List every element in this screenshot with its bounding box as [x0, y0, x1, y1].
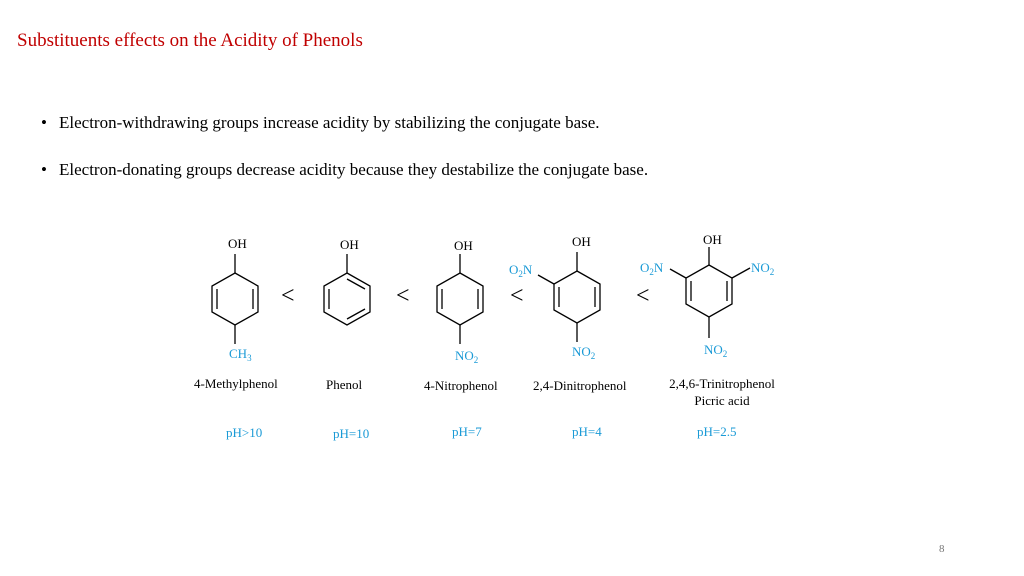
o2n-group-label: $O_2N$ — [509, 262, 533, 279]
compound-name-common: Picric acid — [694, 393, 750, 408]
compound-name: Phenol — [326, 377, 363, 392]
no2-group-label: $NO_2$ — [751, 260, 775, 277]
less-than-sign: < — [396, 283, 410, 309]
o2n-group-label: $O_2N$ — [640, 260, 664, 277]
page-number: 8 — [939, 543, 945, 555]
ph-value: pH=4 — [572, 424, 602, 439]
bullet-text: Electron-withdrawing groups increase acidity by stabilizing the conjugate base. — [59, 113, 600, 132]
oh-label: OH — [340, 237, 359, 252]
oh-label: OH — [228, 236, 247, 251]
benzene-ring-2-4-6-trinitrophenol — [670, 247, 750, 338]
ph-value: pH=2.5 — [697, 424, 737, 439]
ch3-group-label: $CH_3$ — [229, 346, 252, 363]
bullet-marker: • — [41, 113, 47, 132]
bullet-text: Electron-donating groups decrease acidity because they destabilize the conjugate base. — [59, 160, 649, 179]
no2-group-label: $NO_2$ — [704, 342, 728, 359]
compound-name: 2,4-Dinitrophenol — [533, 378, 627, 393]
ph-value: pH=10 — [333, 426, 370, 441]
compound-name: 4-Nitrophenol — [424, 378, 498, 393]
ph-value: pH=7 — [452, 424, 482, 439]
oh-label: OH — [572, 234, 591, 249]
bullet-marker: • — [41, 160, 47, 179]
oh-label: OH — [703, 232, 722, 247]
less-than-sign: < — [510, 283, 524, 309]
compound-name-systematic: 2,4,6-Trinitrophenol — [669, 376, 775, 391]
compound-name — [655, 376, 789, 409]
oh-label: OH — [454, 238, 473, 253]
less-than-sign: < — [281, 283, 295, 309]
benzene-ring-2-4-dinitrophenol — [538, 252, 600, 342]
slide-title: Substituents effects on the Acidity of Phenols — [17, 30, 363, 51]
benzene-ring-4-methylphenol — [212, 254, 258, 344]
less-than-sign: < — [636, 283, 650, 309]
compound-name: 4-Methylphenol — [194, 376, 278, 391]
benzene-ring-phenol — [324, 254, 370, 325]
no2-group-label: $NO_2$ — [572, 344, 596, 361]
ph-value: pH>10 — [226, 425, 263, 440]
benzene-ring-4-nitrophenol — [437, 254, 483, 344]
no2-group-label: $NO_2$ — [455, 348, 479, 365]
